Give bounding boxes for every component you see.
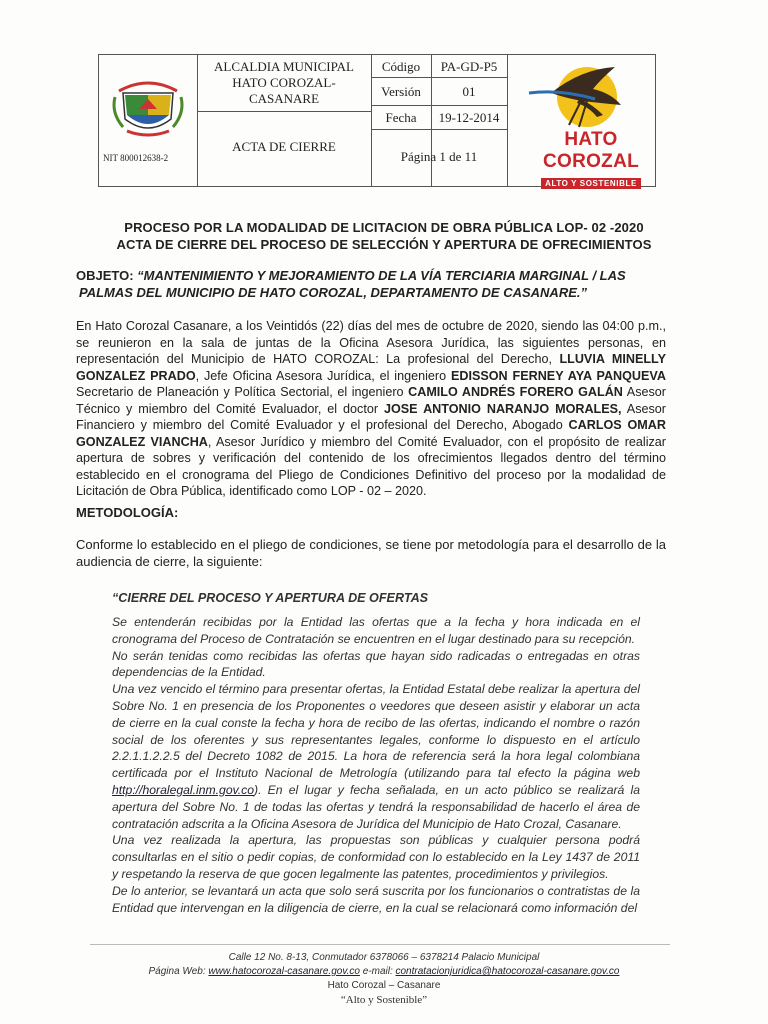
objeto-block: [76, 268, 666, 301]
metodologia-text: Conforme lo establecido en el pliego de condiciones, se tiene por metodología para el desarrollo de la audiencia de cierre, la siguiente:: [76, 537, 666, 569]
footer-web-link[interactable]: www.hatocorozal-casanare.gov.co: [208, 966, 360, 977]
logo-slogan: ALTO Y SOSTENIBLE: [541, 178, 641, 189]
version-value: 01: [462, 84, 476, 99]
page-number: Página 1 de 11: [400, 149, 478, 164]
person-1: LLUVIA MINELLY GONZALEZ PRADO: [76, 352, 666, 383]
codigo-value: PA-GD-P5: [440, 59, 498, 74]
quote-p3: Una vez vencido el término para presentar ofertas, la Entidad Estatal debe realizar la apertura del Sobre No. 1 en presencia de los Proponentes o veedores que deseen asistir y elaborar un acta de cierre en la cual conste la fecha y hora de recibo de las ofertas, indicando el nombre o razón social de los oferentes y sus representantes legales, conforme lo dispuesto en el artículo 2.2.1.1.2.2.5 del Decreto 1082 de 2015. La hora de referencia será la hora legal colombiana certificada por el Instituto Nacional de Metrología (utilizando para tal efecto la página web http://horalegal.inm.gov.co). En el lugar y fecha señalada, en un acto público se realizará la apertura del Sobre No. 1 de todas las ofertas y tendrá la responsabilidad de hacerlo el área de contratación adscrita a la Oficina Asesora de Jurídica del Municipio de Hato Crozal, Casanare.: [112, 682, 640, 831]
quote-p5: De lo anterior, se levantará un acta que solo será suscrita por los funcionarios o contratistas de la Entidad que intervengan en la diligencia de cierre, en la cual se relacionará como información del: [112, 883, 640, 915]
quote-p4: Una vez realizada la apertura, las propuestas son públicas y cualquier persona podrá consultarlas en el sitio o pedir copias, de conformidad con lo establecido en la Ley 1437 de 2011 y respetando la reserva de que gocen legalmente las patentes, procedimientos y privilegios.: [112, 833, 640, 881]
metodologia-heading: METODOLOGÍA:: [76, 505, 179, 520]
version-label: Versión: [381, 84, 421, 99]
person-3: CAMILO ANDRÉS FORERO GALÁN: [408, 385, 623, 399]
objeto-text-1: “MANTENIMIENTO Y MEJORAMIENTO DE LA VÍA TERCIARIA MARGINAL / LAS: [133, 268, 626, 283]
quote-p1: Se entenderán recibidas por la Entidad las ofertas que a la fecha y hora indicada en el cronograma del Proceso de Contratación se encuentren en el lugar destinado para su recepción.: [112, 615, 640, 646]
person-5: CARLOS OMAR GONZALEZ VIANCHA: [76, 418, 666, 449]
footer-email-link[interactable]: contratacionjuridica@hatocorozal-casanare.gov.co: [395, 966, 620, 977]
hato-corozal-logo: [521, 59, 651, 188]
bird-sun-icon: [521, 59, 651, 129]
codigo-label: Código: [381, 59, 421, 74]
fecha-label: Fecha: [385, 110, 417, 125]
footer-divider: [90, 944, 670, 945]
title-line-2: ACTA DE CIERRE DEL PROCESO DE SELECCIÓN Y APERTURA DE OFRECIMIENTOS: [116, 237, 652, 252]
coat-of-arms-logo: [109, 73, 187, 143]
fecha-value: 19-12-2014: [438, 110, 500, 125]
header-table: [98, 54, 656, 187]
objeto-label: OBJETO:: [76, 268, 134, 283]
quote-body: [112, 614, 640, 916]
quote-p2: No serán tenidas como recibidas las ofertas que hayan sido radicadas o entregadas en otras dependencias de la Entidad.: [112, 648, 640, 680]
objeto-text-2: PALMAS DEL MUNICIPIO DE HATO COROZAL, DEPARTAMENTO DE CASANARE.”: [79, 284, 587, 300]
footer-slogan: “Alto y Sostenible”: [340, 994, 428, 1006]
logo-name: HATO COROZAL: [542, 129, 640, 172]
person-2: EDISSON FERNEY AYA PANQUEVA: [450, 368, 666, 383]
title-line-1: PROCESO POR LA MODALIDAD DE LICITACION DE OBRA PÚBLICA LOP- 02 -2020: [124, 220, 644, 235]
person-4: JOSE ANTONIO NARANJO MORALES,: [383, 401, 622, 416]
quote-heading: “CIERRE DEL PROCESO Y APERTURA DE OFERTAS: [112, 591, 429, 605]
institution-name: ALCALDIA MUNICIPAL HATO COROZAL- CASANARE: [214, 59, 354, 106]
footer-web-line: Página Web: www.hatocorozal-casanare.gov.co e-mail: contratacionjuridica@hatocorozal-casanare.gov.co: [148, 966, 620, 977]
intro-paragraph: En Hato Corozal Casanare, a los Veintidós (22) días del mes de octubre de 2020, siendo las 04:00 p.m., se reunieron en la sala de juntas de la Oficina Asesora Jurídica, las siguientes personas, en representación del Municipio de HATO COROZAL: La profesional del Derecho, LLUVIA MINELLY GONZALEZ PRADO, Jefe Oficina Asesora Jurídica, el ingeniero EDISSON FERNEY AYA PANQUEVA Secretario de Planeación y Política Sectorial, el ingeniero CAMILO ANDRÉS FORERO GALÁN Asesor Técnico y miembro del Comité Evaluador, el doctor JOSE ANTONIO NARANJO MORALES, Asesor Financiero y miembro del Comité Evaluador y el profesional del Derecho, Abogado CARLOS OMAR GONZALEZ VIANCHA, Asesor Jurídico y miembro del Comité Evaluador, con el propósito de realizar apertura de sobres y verificación del contenido de los ofrecimientos llegados dentro del término establecido en el cronograma del Pliego de Condiciones Definitivo del proceso por la modalidad de Licitación de Obra Pública, identificado como LOP - 02 – 2020.: [76, 319, 666, 498]
horalegal-link[interactable]: http://horalegal.inm.gov.co: [112, 782, 255, 797]
footer-address: Calle 12 No. 8-13, Conmutador 6378066 – 6378214 Palacio Municipal: [228, 952, 540, 963]
nit-number: NIT 800012638-2: [103, 153, 169, 163]
doc-name: ACTA DE CIERRE: [232, 139, 336, 154]
footer-city: Hato Corozal – Casanare: [327, 980, 441, 991]
